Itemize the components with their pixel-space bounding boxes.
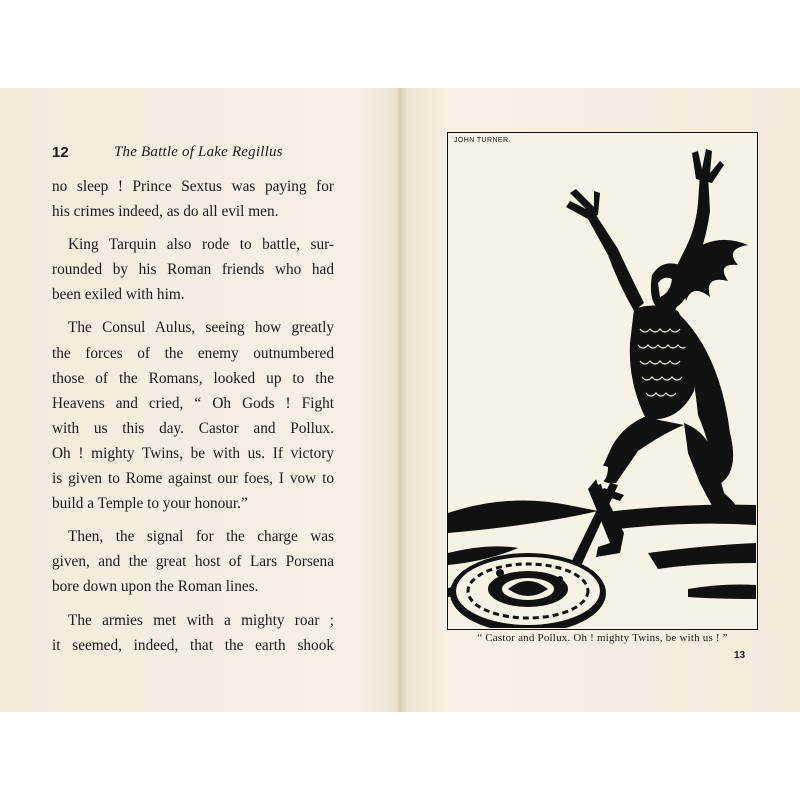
illustration-signature: JOHN TURNER. [454,137,511,144]
text-line: Heavens and cried, “ Oh Gods ! Fight [52,394,334,412]
text-line: with us this day. Castor and Pollux. [52,419,334,437]
body-text [52,174,334,658]
text-line: is given to Rome against our foes, I vow to [52,470,334,488]
text-line: no sleep ! Prince Sextus was paying for [52,178,334,195]
text-line: Oh ! mighty Twins, be with us. If victory [52,444,334,462]
text-line: King Tarquin also rode to battle, sur- [68,236,334,254]
illustration-frame [447,132,758,630]
text-line: those of the Romans, looked up to the [52,369,334,387]
text-line: The Consul Aulus, seeing how greatly [68,319,334,337]
running-head [52,144,352,164]
text-line: Then, the signal for the charge was [68,528,334,546]
right-page [402,88,800,712]
left-page [0,88,400,712]
book-spread [0,88,800,712]
text-line: been exiled with him. [52,286,185,304]
kneeling-warrior-illustration [448,133,756,628]
illustration-caption: “ Castor and Pollux. Oh ! mighty Twins, be with us ! ” [477,632,728,644]
text-line: given, and the great host of Lars Porsena [52,553,334,571]
text-line: build a Temple to your honour.” [52,495,248,513]
text-line: The armies met with a mighty roar ; [68,611,334,629]
page-number: 12 [52,144,69,161]
text-line: bore down upon the Roman lines. [52,578,259,596]
text-line: his crimes indeed, as do all evil men. [52,203,279,221]
page-number: 13 [734,650,746,661]
text-line: the forces of the enemy outnumbered [52,344,334,362]
running-title: The Battle of Lake Regillus [114,144,283,160]
text-line: rounded by his Roman friends who had [52,261,334,279]
text-line: it seemed, indeed, that the earth shook [52,636,334,654]
